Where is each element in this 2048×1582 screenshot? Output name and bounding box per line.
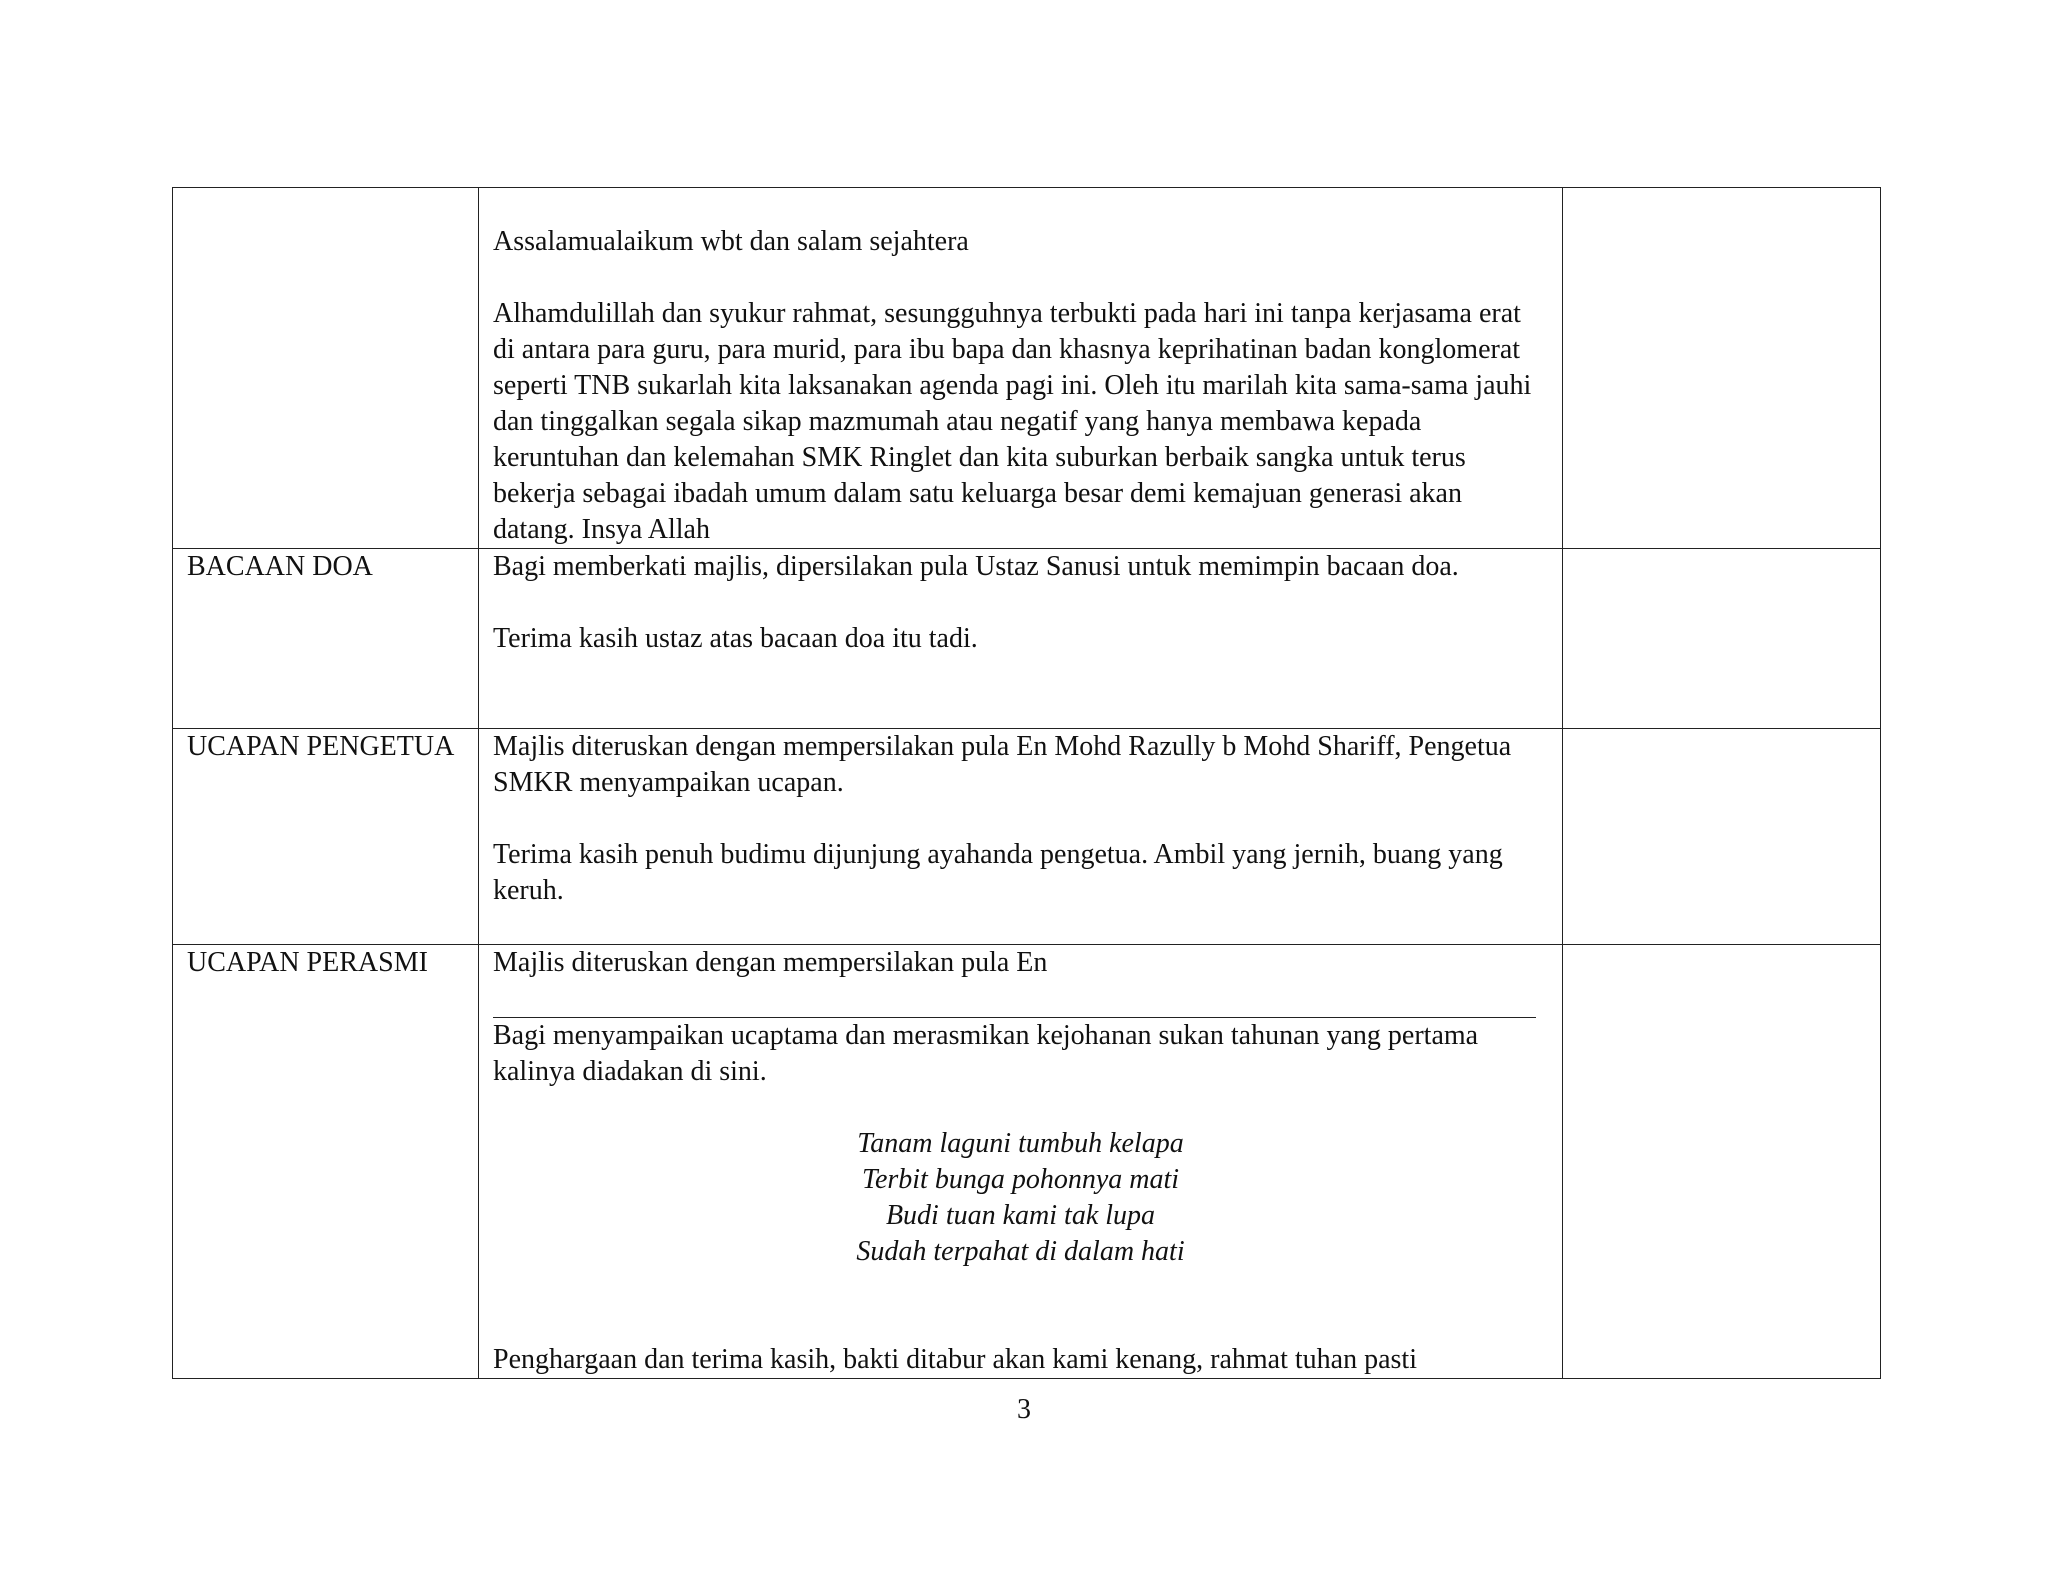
greeting-text: Assalamualaikum wbt dan salam sejahtera <box>493 226 969 257</box>
pantun-line: Terbit bunga pohonnya mati <box>861 1164 1180 1195</box>
notes-cell <box>1563 729 1881 945</box>
item-cell: BACAAN DOA <box>173 549 479 729</box>
script-paragraph: Bagi menyampaikan ucaptama dan merasmikan kejohanan sukan tahunan yang pertama kalinya diadakan di sini. <box>493 1020 1479 1087</box>
pantun-verse <box>493 1126 1548 1270</box>
table-row <box>173 729 1881 945</box>
item-cell <box>173 188 479 549</box>
opening-paragraph: Alhamdulillah dan syukur rahmat, sesungguhnya terbukti pada hari ini tanpa kerjasama erat di antara para guru, para murid, para ibu bapa dan khasnya keprihatinan badan konglomerat seperti TNB sukarlah kita laksanakan agenda pagi ini. Oleh itu marilah kita sama-sama jauhi dan tinggalkan segala sikap mazmumah atau negatif yang hanya membawa kepada keruntuhan dan kelemahan SMK Ringlet dan kita suburkan berbaik sangka untuk terus bekerja sebagai ibadah umum dalam satu keluarga besar demi kemajuan generasi akan datang. Insya Allah <box>493 298 1532 545</box>
table-row <box>173 549 1881 729</box>
table-row <box>173 188 1881 549</box>
script-paragraph: Majlis diteruskan dengan mempersilakan pula En Mohd Razully b Mohd Shariff, Pengetua SMKR menyampaikan ucapan. <box>493 731 1512 798</box>
item-cell: UCAPAN PERASMI <box>173 945 479 1379</box>
script-cell <box>479 945 1563 1379</box>
notes-cell <box>1563 945 1881 1379</box>
script-paragraph: Terima kasih ustaz atas bacaan doa itu tadi. <box>493 623 978 654</box>
script-paragraph: Bagi memberkati majlis, dipersilakan pula Ustaz Sanusi untuk memimpin bacaan doa. <box>493 551 1459 582</box>
script-cell <box>479 549 1563 729</box>
notes-cell <box>1563 188 1881 549</box>
item-cell: UCAPAN PENGETUA <box>173 729 479 945</box>
page-number: 3 <box>1017 1394 1031 1425</box>
script-cell <box>479 188 1563 549</box>
script-paragraph: Terima kasih penuh budimu dijunjung ayahanda pengetua. Ambil yang jernih, buang yang keruh. <box>493 839 1503 906</box>
blank-name-line <box>493 981 1536 1018</box>
script-cell <box>479 729 1563 945</box>
pantun-line: Budi tuan kami tak lupa <box>885 1200 1156 1231</box>
table-row <box>173 945 1881 1379</box>
event-script-table <box>172 187 1881 1379</box>
script-paragraph: Penghargaan dan terima kasih, bakti ditabur akan kami kenang, rahmat tuhan pasti <box>493 1344 1417 1375</box>
pantun-line: Sudah terpahat di dalam hati <box>856 1236 1185 1267</box>
script-paragraph: Majlis diteruskan dengan mempersilakan pula En <box>493 947 1048 978</box>
notes-cell <box>1563 549 1881 729</box>
pantun-line: Tanam laguni tumbuh kelapa <box>857 1128 1184 1159</box>
